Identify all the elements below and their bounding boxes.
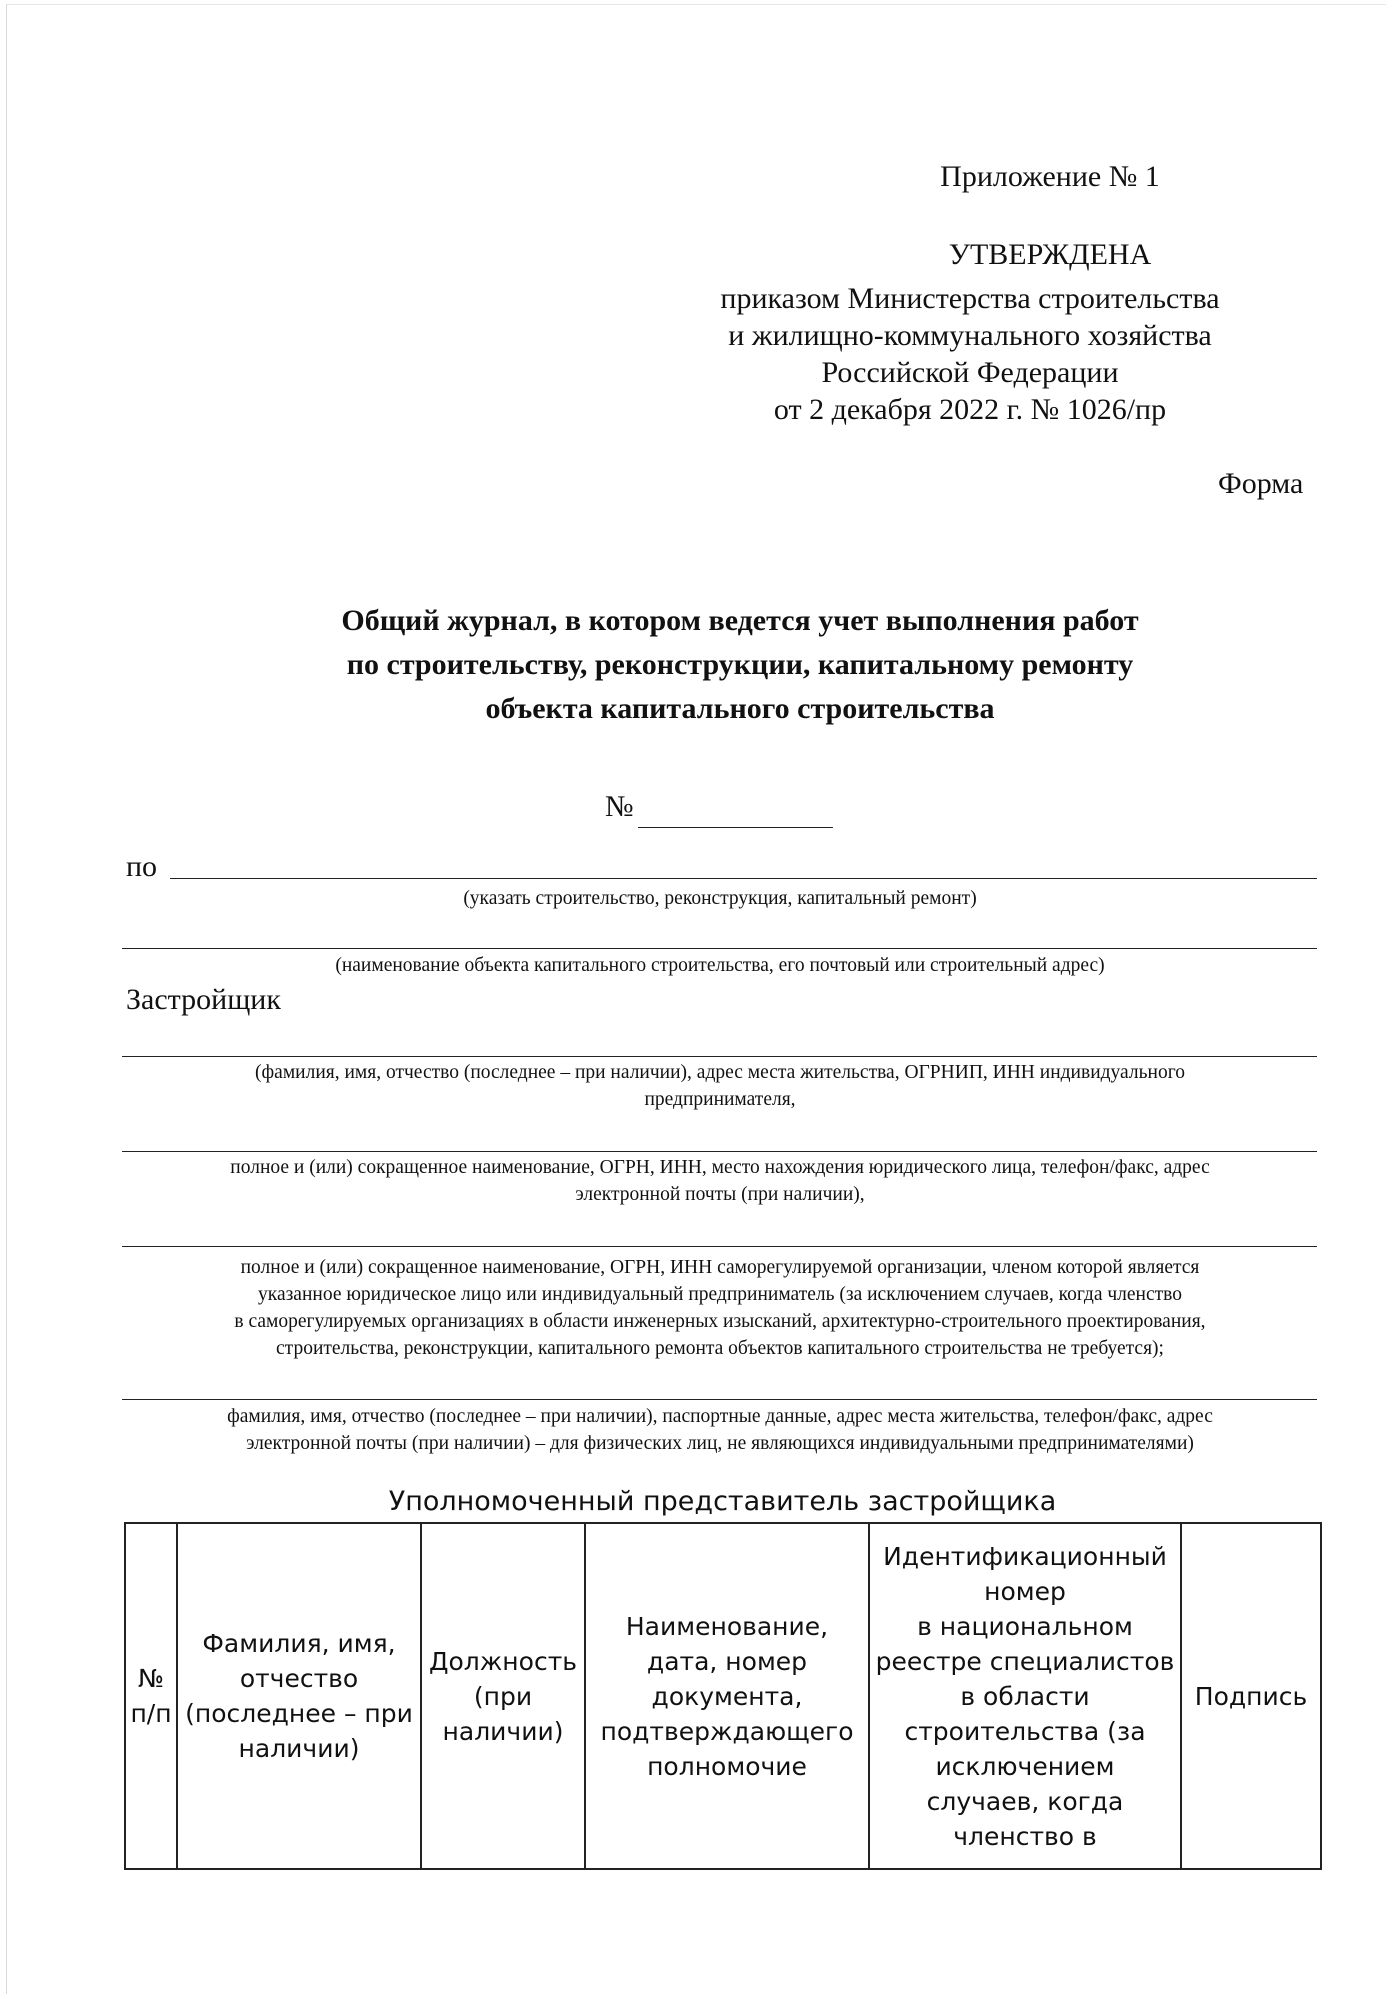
- po-label: по: [126, 850, 158, 883]
- legal-caption-line: полное и (или) сокращенное наименование, ОГРН, ИНН, место нахождения юридического лица, телефон/факс, адрес: [230, 1157, 1210, 1178]
- appendix-number: Приложение № 1: [940, 160, 1160, 193]
- column-signature: Подпись: [1181, 1523, 1321, 1869]
- representative-table: [124, 1522, 1322, 1870]
- object-caption: (наименование объекта капитального строительства, его почтовый или строительный адрес): [335, 955, 1105, 976]
- journal-number-label: №: [605, 790, 634, 823]
- legal-caption-line: электронной почты (при наличии),: [575, 1184, 865, 1205]
- sro-caption-line: в саморегулируемых организациях в области инженерных изысканий, архитектурно-строительного проектирования,: [234, 1311, 1206, 1332]
- approval-order-line: и жилищно-коммунального хозяйства: [728, 319, 1212, 352]
- work-type-field-line[interactable]: [170, 878, 1317, 879]
- developer-ip-field-line[interactable]: [122, 1056, 1317, 1057]
- individual-caption-line: фамилия, имя, отчество (последнее – при наличии), паспортные данные, адрес места жительства, телефон/факс, адрес: [227, 1406, 1213, 1427]
- approved-stamp-word: УТВЕРЖДЕНА: [948, 238, 1152, 271]
- approval-order-line: приказом Министерства строительства: [720, 282, 1220, 315]
- developer-sro-field-line[interactable]: [122, 1246, 1317, 1247]
- journal-number-field-line[interactable]: [638, 827, 833, 828]
- work-type-caption: (указать строительство, реконструкция, капитальный ремонт): [463, 888, 977, 909]
- document-title-line: по строительству, реконструкции, капитальному ремонту: [346, 648, 1134, 681]
- developer-label: Застройщик: [126, 983, 281, 1016]
- column-full-name: Фамилия, имя, отчество (последнее – при наличии): [177, 1523, 421, 1869]
- representative-heading: Уполномоченный представитель застройщика: [388, 1486, 1057, 1517]
- column-authority-document: Наименование, дата, номер документа, подтверждающего полномочие: [585, 1523, 869, 1869]
- form-label: Форма: [1218, 467, 1304, 500]
- developer-individual-field-line[interactable]: [122, 1399, 1317, 1400]
- sro-caption-line: полное и (или) сокращенное наименование, ОГРН, ИНН саморегулируемой организации, членом которой является: [240, 1257, 1200, 1278]
- column-position: Должность (при наличии): [421, 1523, 585, 1869]
- column-number: № п/п: [125, 1523, 177, 1869]
- document-title-line: Общий журнал, в котором ведется учет выполнения работ: [341, 604, 1139, 637]
- ip-caption-line: (фамилия, имя, отчество (последнее – при наличии), адрес места жительства, ОГРНИП, ИНН индивидуального: [255, 1062, 1185, 1083]
- developer-legal-field-line[interactable]: [122, 1151, 1317, 1152]
- approval-order-line: от 2 декабря 2022 г. № 1026/пр: [773, 393, 1167, 426]
- approval-order-line: Российской Федерации: [821, 356, 1119, 389]
- object-field-line[interactable]: [122, 948, 1317, 949]
- ip-caption-line: предпринимателя,: [644, 1089, 796, 1110]
- document-title-line: объекта капитального строительства: [485, 692, 995, 725]
- column-registry-id: Идентификационный номер в национальном реестре специалистов в области строительства (за исключением случаев, когда членство в: [869, 1523, 1181, 1869]
- sro-caption-line: указанное юридическое лицо или индивидуальный предприниматель (за исключением случаев, когда членство: [258, 1284, 1182, 1305]
- table-header-row: [125, 1523, 1321, 1869]
- sro-caption-line: строительства, реконструкции, капитального ремонта объектов капитального строительства не требуется);: [276, 1338, 1164, 1359]
- individual-caption-line: электронной почты (при наличии) – для физических лиц, не являющихся индивидуальными предпринимателями): [246, 1433, 1194, 1454]
